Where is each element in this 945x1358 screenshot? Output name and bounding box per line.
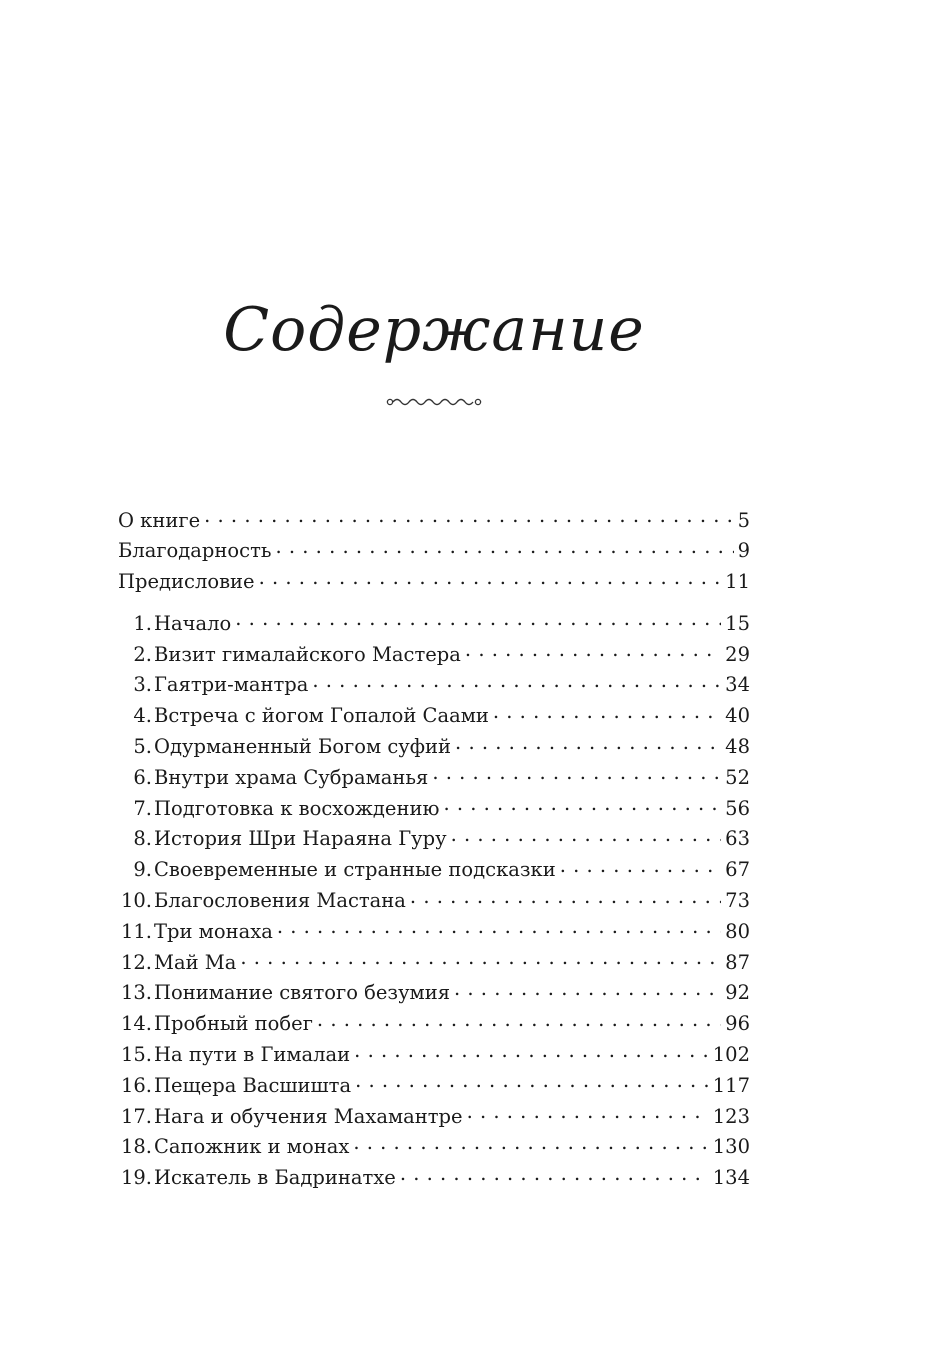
toc-chapter-title: Одурманенный Богом суфий <box>154 735 452 759</box>
toc-chapter-13[interactable] <box>118 980 750 1011</box>
toc-chapter-title: Понимание святого безумия <box>154 981 451 1005</box>
toc-entry-title: Предисловие <box>118 570 255 594</box>
toc-chapter-12[interactable] <box>118 949 750 980</box>
toc-page-number: 87 <box>725 950 750 974</box>
dot-leader <box>275 538 733 558</box>
toc-chapter-number: 6. <box>133 765 152 789</box>
toc-chapter-title: Пещера Васшишта <box>154 1073 352 1097</box>
toc-chapter-3[interactable] <box>118 672 750 703</box>
toc-page-number: 34 <box>725 673 750 697</box>
toc-chapter-title: Искатель в Бадринатхе <box>154 1166 396 1190</box>
toc-page-number: 102 <box>712 1043 750 1067</box>
table-of-contents <box>118 507 750 1196</box>
dot-leader <box>432 764 721 784</box>
toc-chapter-title: Подготовка к восхождению <box>154 796 440 820</box>
toc-entry-title: Благодарность <box>118 539 272 563</box>
dot-leader <box>493 703 721 723</box>
toc-chapter-title: История Шри Нараяна Гуру <box>154 827 447 851</box>
toc-chapter-11[interactable] <box>118 918 750 949</box>
toc-page-number: 63 <box>725 827 750 851</box>
dot-leader <box>355 1072 709 1092</box>
dot-leader <box>465 641 721 661</box>
dot-leader <box>400 1165 709 1185</box>
dot-leader <box>240 949 721 969</box>
toc-chapter-17[interactable] <box>118 1103 750 1134</box>
toc-chapter-title: Благословения Мастана <box>154 889 406 913</box>
toc-page-number: 117 <box>712 1073 750 1097</box>
toc-chapter-number: 8. <box>133 827 152 851</box>
toc-chapter-6[interactable] <box>118 764 750 795</box>
toc-chapter-number: 4. <box>133 704 152 728</box>
toc-entry-title: О книге <box>118 508 201 532</box>
toc-chapter-number: 16. <box>120 1073 152 1097</box>
dot-leader <box>354 1042 709 1062</box>
dot-leader <box>443 795 721 815</box>
toc-chapter-number: 19. <box>120 1166 152 1190</box>
toc-chapter-title: Гаятри-мантра <box>154 673 309 697</box>
toc-chapter-title: Начало <box>154 611 232 635</box>
dot-leader <box>204 507 733 527</box>
toc-chapter-number: 9. <box>133 858 152 882</box>
toc-chapter-number: 11. <box>120 919 152 943</box>
toc-page-number: 92 <box>725 981 750 1005</box>
toc-chapter-title: Май Ма <box>154 950 237 974</box>
toc-chapter-title: Сапожник и монах <box>154 1135 350 1159</box>
toc-chapter-15[interactable] <box>118 1042 750 1073</box>
toc-chapter-number: 7. <box>133 796 152 820</box>
toc-entry-about[interactable] <box>118 507 750 538</box>
toc-page-number: 52 <box>725 765 750 789</box>
toc-page-number: 40 <box>725 704 750 728</box>
toc-chapter-title: Нага и обучения Махамантре <box>154 1104 463 1128</box>
toc-page-number: 80 <box>725 919 750 943</box>
dot-leader <box>560 857 721 877</box>
toc-chapter-title: Своевременные и странные подсказки <box>154 858 556 882</box>
toc-page-number: 130 <box>712 1135 750 1159</box>
toc-page-number: 48 <box>725 735 750 759</box>
toc-chapter-5[interactable] <box>118 734 750 765</box>
page-title: Содержание <box>223 295 645 365</box>
dot-leader <box>467 1103 709 1123</box>
toc-chapter-number: 18. <box>120 1135 152 1159</box>
wave-ornament-icon <box>386 392 482 412</box>
toc-page-number: 73 <box>725 889 750 913</box>
dot-leader <box>277 918 721 938</box>
toc-chapter-title: На пути в Гималаи <box>154 1043 351 1067</box>
toc-page-number: 5 <box>737 508 750 532</box>
toc-page-number: 123 <box>712 1104 750 1128</box>
toc-page-number: 9 <box>737 539 750 563</box>
toc-chapter-title: Визит гималайского Мастера <box>154 642 461 666</box>
toc-chapter-number: 2. <box>133 642 152 666</box>
toc-chapter-8[interactable] <box>118 826 750 857</box>
dot-leader <box>353 1134 708 1154</box>
toc-chapter-number: 17. <box>120 1104 152 1128</box>
toc-entry-foreword[interactable] <box>118 569 750 600</box>
toc-chapter-title: Три монаха <box>154 919 273 943</box>
toc-chapter-18[interactable] <box>118 1134 750 1165</box>
toc-chapter-10[interactable] <box>118 888 750 919</box>
toc-chapter-number: 12. <box>120 950 152 974</box>
toc-chapter-number: 15. <box>120 1043 152 1067</box>
toc-chapter-7[interactable] <box>118 795 750 826</box>
dot-leader <box>317 1011 721 1031</box>
dot-leader <box>455 734 721 754</box>
toc-page-number: 67 <box>725 858 750 882</box>
toc-page-number: 96 <box>725 1012 750 1036</box>
toc-page-number: 11 <box>725 570 750 594</box>
toc-chapter-16[interactable] <box>118 1072 750 1103</box>
toc-chapter-number: 5. <box>133 735 152 759</box>
toc-chapter-number: 13. <box>120 981 152 1005</box>
toc-chapter-19[interactable] <box>118 1165 750 1196</box>
toc-page-number: 56 <box>725 796 750 820</box>
toc-chapter-title: Встреча с йогом Гопалой Саами <box>154 704 489 728</box>
toc-page-number: 134 <box>712 1166 750 1190</box>
toc-entry-acknowledgements[interactable] <box>118 538 750 569</box>
toc-chapter-1[interactable] <box>118 610 750 641</box>
toc-chapter-number: 3. <box>133 673 152 697</box>
toc-chapter-number: 10. <box>120 889 152 913</box>
dot-leader <box>410 888 721 908</box>
toc-page-number: 15 <box>725 611 750 635</box>
toc-chapter-9[interactable] <box>118 857 750 888</box>
toc-chapter-title: Внутри храма Субраманья <box>154 765 429 789</box>
dot-leader <box>454 980 721 1000</box>
dot-leader <box>451 826 722 846</box>
dot-leader <box>259 569 722 589</box>
toc-chapter-title: Пробный побег <box>154 1012 313 1036</box>
toc-chapter-number: 1. <box>133 611 152 635</box>
dot-leader <box>235 610 721 630</box>
dot-leader <box>312 672 721 692</box>
toc-chapter-2[interactable] <box>118 641 750 672</box>
toc-chapter-number: 14. <box>120 1012 152 1036</box>
toc-chapter-14[interactable] <box>118 1011 750 1042</box>
toc-chapter-4[interactable] <box>118 703 750 734</box>
toc-page-number: 29 <box>725 642 750 666</box>
